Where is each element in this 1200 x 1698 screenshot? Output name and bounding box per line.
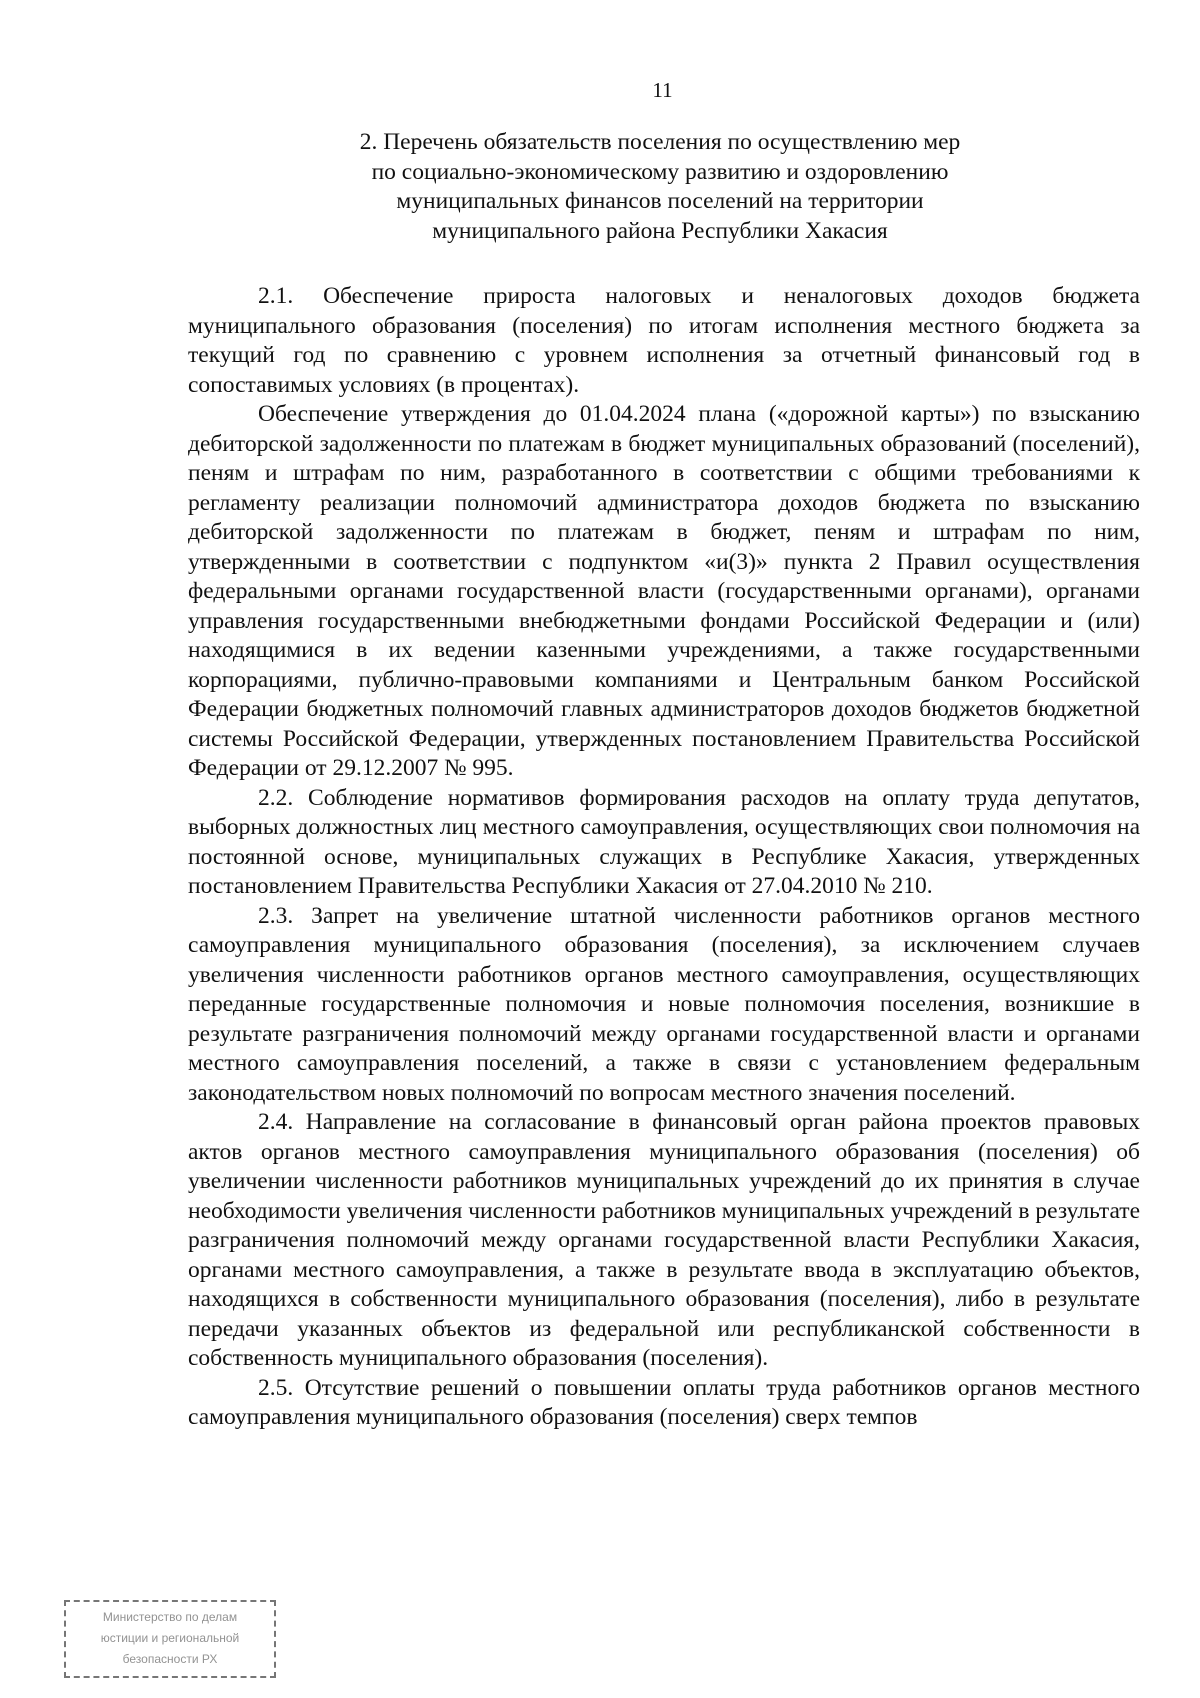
heading-line: муниципального района Республики Хакасия: [432, 217, 888, 244]
section-heading: [250, 128, 1070, 246]
paragraph-2-3: 2.3. Запрет на увеличение штатной численности работников органов местного самоуправления муниципального образования (поселения), за исключением случаев увеличения численности работников органов местного самоуправления, осуществляющих переданные государственные полномочия и новые полномочия поселения, возникшие в результате разграничения полномочий между органами государственной власти и органами местного самоуправления поселений, а также в связи с установлением федеральным законодательством новых полномочий по вопросам местного значения поселений.: [188, 902, 1140, 1106]
stamp-line: Министерство по делам: [102, 1610, 238, 1624]
paragraph-2-4: 2.4. Направление на согласование в финансовый орган района проектов правовых актов органов местного самоуправления муниципального образования (поселения) об увеличении численности работников муниципальных учреждений до их принятия в случае необходимости увеличения численности работников муниципальных учреждений в результате разграничения полномочий между органами государственной власти Республики Хакасия, органами местного самоуправления, а также в результате ввода в эксплуатацию объектов, находящихся в собственности муниципального образования (поселения), либо в результате передачи указанных объектов из федеральной или республиканской собственности в собственность муниципального образования (поселения).: [188, 1109, 1140, 1371]
paragraph-2-2: 2.2. Соблюдение нормативов формирования расходов на оплату труда депутатов, выборных должностных лиц местного самоуправления, осуществляющих свои полномочия на постоянной основе, муниципальных служащих в Республике Хакасия, утвержденных постановлением Правительства Республики Хакасия от 27.04.2010 № 210.: [188, 784, 1140, 899]
paragraph-2-5: 2.5. Отсутствие решений о повышении оплаты труда работников органов местного самоуправления муниципального образования (поселения) сверх темпов: [188, 1374, 1140, 1430]
page-number: 11: [652, 78, 673, 102]
heading-line: муниципальных финансов поселений на территории: [396, 188, 924, 214]
stamp-line: безопасности РХ: [122, 1652, 218, 1666]
stamp-line: юстиции и региональной: [100, 1631, 240, 1645]
document-body: [188, 282, 1140, 1433]
paragraph-roadmap: Обеспечение утверждения до 01.04.2024 плана («дорожной карты») по взысканию дебиторской задолженности по платежам в бюджет муниципальных образований (поселений), пеням и штрафам по ним, разработанного в соответствии с общими требованиями к регламенту реализации полномочий администратора доходов бюджета по взысканию дебиторской задолженности по платежам в бюджет, пеням и штрафам по ним, утвержденными в соответствии с подпунктом «и(3)» пункта 2 Правил осуществления федеральными органами государственной власти (государственными органами), органами управления государственными внебюджетными фондами Российской Федерации и (или) находящимися в их ведении казенными учреждениями, а также государственными корпорациями, публично-правовыми компаниями и Центральным банком Российской Федерации бюджетных полномочий главных администраторов доходов бюджетов бюджетной системы Российской Федерации, утвержденных постановлением Правительства Российской Федерации от 29.12.2007 № 995.: [188, 401, 1140, 781]
paragraph-2-1: 2.1. Обеспечение прироста налоговых и неналоговых доходов бюджета муниципального образования (поселения) по итогам исполнения местного бюджета за текущий год по сравнению с уровнем исполнения за отчетный финансовый год в сопоставимых условиях (в процентах).: [188, 283, 1140, 398]
heading-line: 2. Перечень обязательств поселения по осуществлению мер: [359, 129, 961, 155]
registration-stamp: [64, 1600, 276, 1678]
heading-line: по социально-экономическому развитию и оздоровлению: [371, 158, 949, 185]
